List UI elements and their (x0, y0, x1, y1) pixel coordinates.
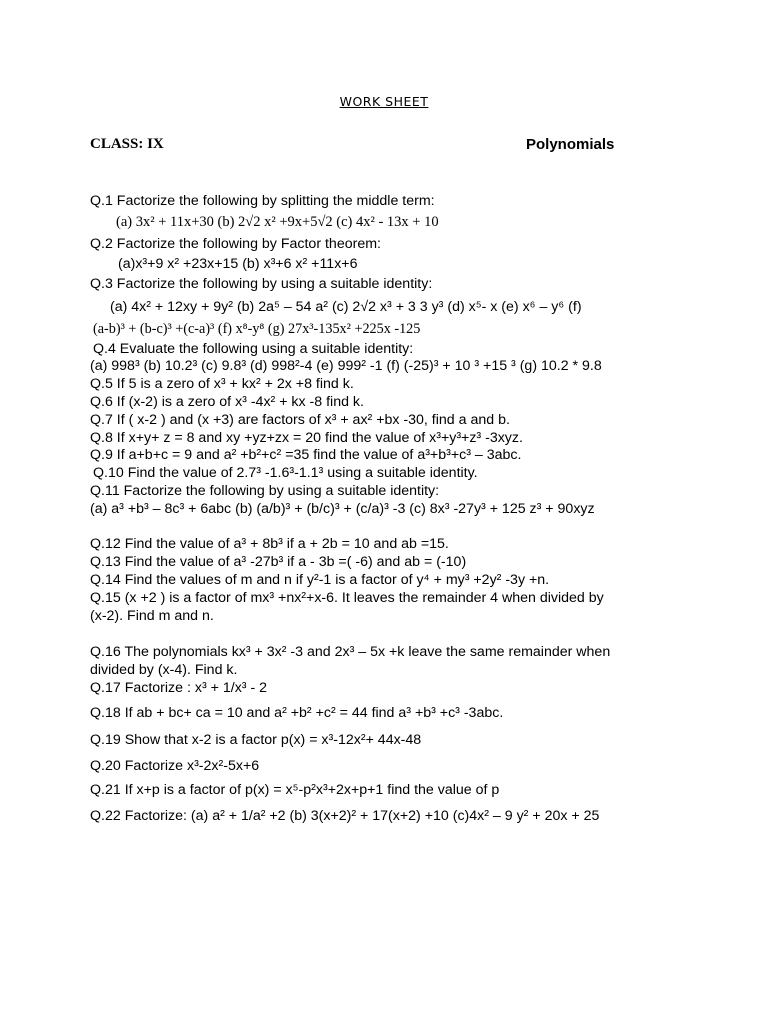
question-11: Q.11 Factorize the following by using a suitable identity: (90, 483, 440, 499)
question-9: Q.9 If a+b+c = 9 and a² +b²+c² =35 find the value of a³+b³+c³ – 3abc. (90, 447, 522, 463)
question-18: Q.18 If ab + bc+ ca = 10 and a² +b² +c² = 44 find a³ +b³ +c³ -3abc. (90, 705, 504, 721)
question-20: Q.20 Factorize x³-2x²-5x+6 (90, 758, 260, 774)
question-4-parts: (a) 998³ (b) 10.2³ (c) 9.8³ (d) 998²-4 (e) 999² -1 (f) (-25)³ + 10 ³ +15 ³ (g) 10.2 * 9.8 (90, 358, 602, 374)
question-16-line-2: divided by (x-4). Find k. (90, 662, 238, 678)
question-16-line-1: Q.16 The polynomials kx³ + 3x² -3 and 2x³ – 5x +k leave the same remainder when (90, 644, 611, 660)
question-21: Q.21 If x+p is a factor of p(x) = x⁵-p²x³+2x+p+1 find the value of p (90, 782, 500, 798)
question-15-line-1: Q.15 (x +2 ) is a factor of mx³ +nx²+x-6. It leaves the remainder 4 when divided by (90, 590, 604, 606)
question-5: Q.5 If 5 is a zero of x³ + kx² + 2x +8 find k. (90, 376, 354, 392)
question-11-parts: (a) a³ +b³ – 8c³ + 6abc (b) (a/b)³ + (b/c)³ + (c/a)³ -3 (c) 8x³ -27y³ + 125 z³ + 90xyz (90, 501, 595, 517)
question-17: Q.17 Factorize : x³ + 1/x³ - 2 (90, 680, 268, 696)
question-10: Q.10 Find the value of 2.7³ -1.6³-1.1³ using a suitable identity. (93, 465, 478, 481)
question-19: Q.19 Show that x-2 is a factor p(x) = x³-12x²+ 44x-48 (90, 732, 422, 748)
question-14: Q.14 Find the values of m and n if y²-1 is a factor of y⁴ + my³ +2y² -3y +n. (90, 572, 550, 588)
question-1: Q.1 Factorize the following by splitting the middle term: (90, 193, 435, 209)
page-title: WORK SHEET (339, 94, 429, 109)
subject-heading: Polynomials (526, 136, 615, 153)
question-1-parts: (a) 3x² + 11x+30 (b) 2√2 x² +9x+5√2 (c) 4x² - 13x + 10 (116, 214, 439, 230)
question-2-parts: (a)x³+9 x² +23x+15 (b) x³+6 x² +11x+6 (118, 256, 358, 272)
question-22: Q.22 Factorize: (a) a² + 1/a² +2 (b) 3(x+2)² + 17(x+2) +10 (c)4x² – 9 y² + 20x + 25 (90, 808, 600, 824)
question-8: Q.8 If x+y+ z = 8 and xy +yz+zx = 20 find the value of x³+y³+z³ -3xyz. (90, 430, 523, 446)
question-7: Q.7 If ( x-2 ) and (x +3) are factors of x³ + ax² +bx -30, find a and b. (90, 412, 510, 428)
question-3: Q.3 Factorize the following by using a suitable identity: (90, 276, 433, 292)
question-6: Q.6 If (x-2) is a zero of x³ -4x² + kx -8 find k. (90, 394, 364, 410)
class-label: CLASS: IX (90, 136, 164, 152)
question-12: Q.12 Find the value of a³ + 8b³ if a + 2b = 10 and ab =15. (90, 536, 449, 552)
question-2: Q.2 Factorize the following by Factor theorem: (90, 236, 381, 252)
question-15-line-2: (x-2). Find m and n. (90, 608, 214, 624)
question-3-parts-a: (a) 4x² + 12xy + 9y² (b) 2a⁵ – 54 a² (c) 2√2 x³ + 3 3 y³ (d) x⁵- x (e) x⁶ – y⁶ (f) (110, 299, 582, 315)
question-13: Q.13 Find the value of a³ -27b³ if a - 3b =( -6) and ab = (-10) (90, 554, 467, 570)
question-4: Q.4 Evaluate the following using a suitable identity: (93, 341, 414, 357)
question-3-parts-b: (a-b)³ + (b-c)³ +(c-a)³ (f) x⁸-y⁸ (g) 27x³-135x² +225x -125 (93, 321, 421, 337)
